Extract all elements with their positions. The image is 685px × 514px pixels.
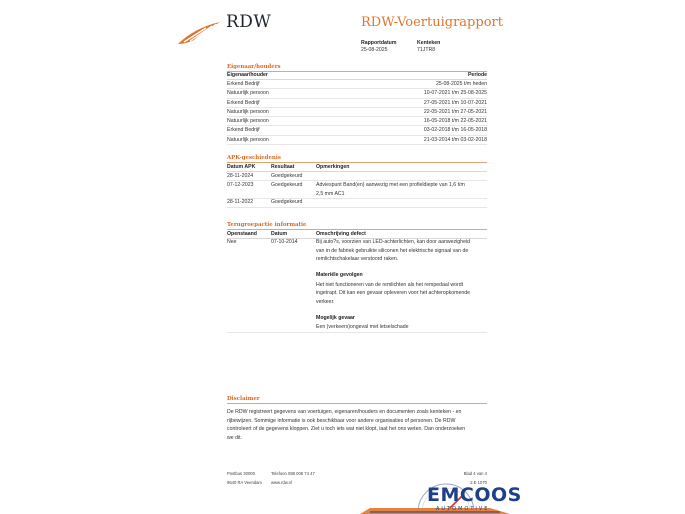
brand-name: RDW [226,12,272,32]
period-cell: 16-05-2018 t/m 22-05-2021 [423,118,487,125]
apk-col-result: Resultaat [271,164,295,170]
report-title: RDW-Voertuigrapport [361,15,503,30]
owner-cell: Erkend Bedrijf [227,127,260,134]
period-cell: 22-05-2021 t/m 27-05-2021 [423,108,487,115]
consequence-line: Het niet functioneren van de remlichten als het rempedaal wordt [316,281,464,288]
report-date-value: 25-08-2025 [361,47,388,53]
consequence-line: ingetrapt. Dit kan een gevaar opleveren voor het achteropkomende [316,290,470,297]
table-row [227,136,487,145]
disclaimer-title-rule [227,403,487,404]
footer-postbus: Postbus 30000 [227,471,255,476]
apk-result-cell: Goedgekeurd [271,182,303,188]
table-row [227,108,487,117]
recall-desc-line: van in de fabriek gebruikte siliconen het elektrische signaal van de [316,247,469,254]
recall-date-value: 07-10-2014 [271,239,298,245]
period-cell: 27-05-2021 t/m 10-07-2021 [423,99,487,106]
apk-date-cell: 28-11-2024 [227,173,254,179]
consequence-line: verkeer. [316,298,335,305]
disclaimer-text [227,408,489,442]
disclaimer-title: Disclaimer [227,396,260,402]
danger-title: Mogelijk gevaar [316,315,355,321]
period-cell: 21-03-2014 t/m 03-02-2018 [423,136,487,143]
owners-section-title: Eigenaar/houders [227,64,281,70]
table-row [227,99,487,108]
footer-website[interactable]: www.rdw.nl [271,480,292,485]
recall-desc-line: Bij auto?s, voorzien van LED-achterlichten, kan door aanwezigheid [316,239,470,245]
table-row [227,80,487,89]
watermark-tagline: AUTOMOTIVE [436,506,490,512]
watermark-brand: EMCOOS [427,484,522,506]
apk-row-rule [227,198,487,199]
owners-col-period: Periode [467,72,487,78]
period-cell: 10-07-2021 t/m 25-08-2025 [423,90,487,97]
disclaimer-line: controleert of de gegevens kloppen. Ziet u toch iets wat niet klopt, laat het ons weten. Dan onderzoeken [227,426,466,433]
apk-result-cell: Goedgekeurd [271,199,303,205]
recall-col-desc: Omschrijving defect [316,231,366,237]
apk-row-rule [227,207,487,208]
consequence-text [316,281,491,307]
recall-col-date: Datum [271,231,288,237]
table-row [227,117,487,126]
recall-open-value: Nee [227,239,237,245]
apk-section-title: APK-geschiedenis [227,155,281,161]
owner-cell: Erkend Bedrijf [227,99,260,106]
recall-row-rule [227,332,487,333]
rdw-logo-icon [176,20,222,46]
owners-col-owner: Eigenaar/houder [227,72,268,78]
apk-col-date: Datum APK [227,164,256,170]
period-cell: 25-08-2025 t/m heden [435,81,487,87]
apk-date-cell: 07-12-2023 [227,182,254,188]
owner-cell: Erkend Bedrijf [227,81,260,87]
recall-desc-line: remlichtschakelaar verstoord raken. [316,256,399,263]
disclaimer-line: rijbewijzen. Sommige informatie is ook beschikbaar voor andere organisaties of personen. De RDW [227,417,456,424]
table-row [227,126,487,135]
disclaimer-line: De RDW registreert gegevens van voertuigen, eigenaren/houders en documenten zoals kenteken - en [227,409,462,415]
disclaimer-line: we dit. [227,434,242,441]
license-plate-label: Kenteken [417,40,441,46]
danger-text: Een (verkeers)ongeval met letselschade [316,324,409,330]
owner-cell: Natuurlijk persoon [227,136,269,143]
apk-col-remarks: Opmerkingen [316,164,350,170]
apk-title-rule [227,162,487,163]
apk-remarks-line-1: Adviespunt Band(en) aanwezig met een profieldiepte van 1,6 t/m [316,182,465,188]
period-cell: 03-02-2018 t/m 16-05-2018 [423,127,487,134]
owner-cell: Natuurlijk persoon [227,108,269,115]
apk-remarks-line-2: 2,5 mm AC1 [316,190,345,197]
recall-description [316,238,491,264]
report-date-label: Rapportdatum [361,40,397,46]
recall-section-title: Terugroepactie informatie [227,222,307,228]
consequence-title: Materiële gevolgen [316,272,363,278]
apk-date-cell: 28-11-2022 [227,199,254,205]
recall-title-rule [227,229,487,230]
owner-cell: Natuurlijk persoon [227,90,269,97]
recall-col-open: Openstaand [227,231,257,237]
owner-cell: Natuurlijk persoon [227,118,269,125]
footer-doc-code: 2.E 1070 [470,480,487,485]
footer-address: 9640 RA Veendam [227,480,262,485]
owners-table-body [227,80,487,145]
apk-header-rule [227,171,487,172]
footer-page-number: Blad 4 van 4 [463,471,487,476]
footer-phone: Telefoon 088 008 74 47 [271,471,315,476]
apk-result-cell: Goedgekeurd [271,173,303,179]
table-row [227,89,487,98]
license-plate-value: 71JTR8 [417,47,436,53]
